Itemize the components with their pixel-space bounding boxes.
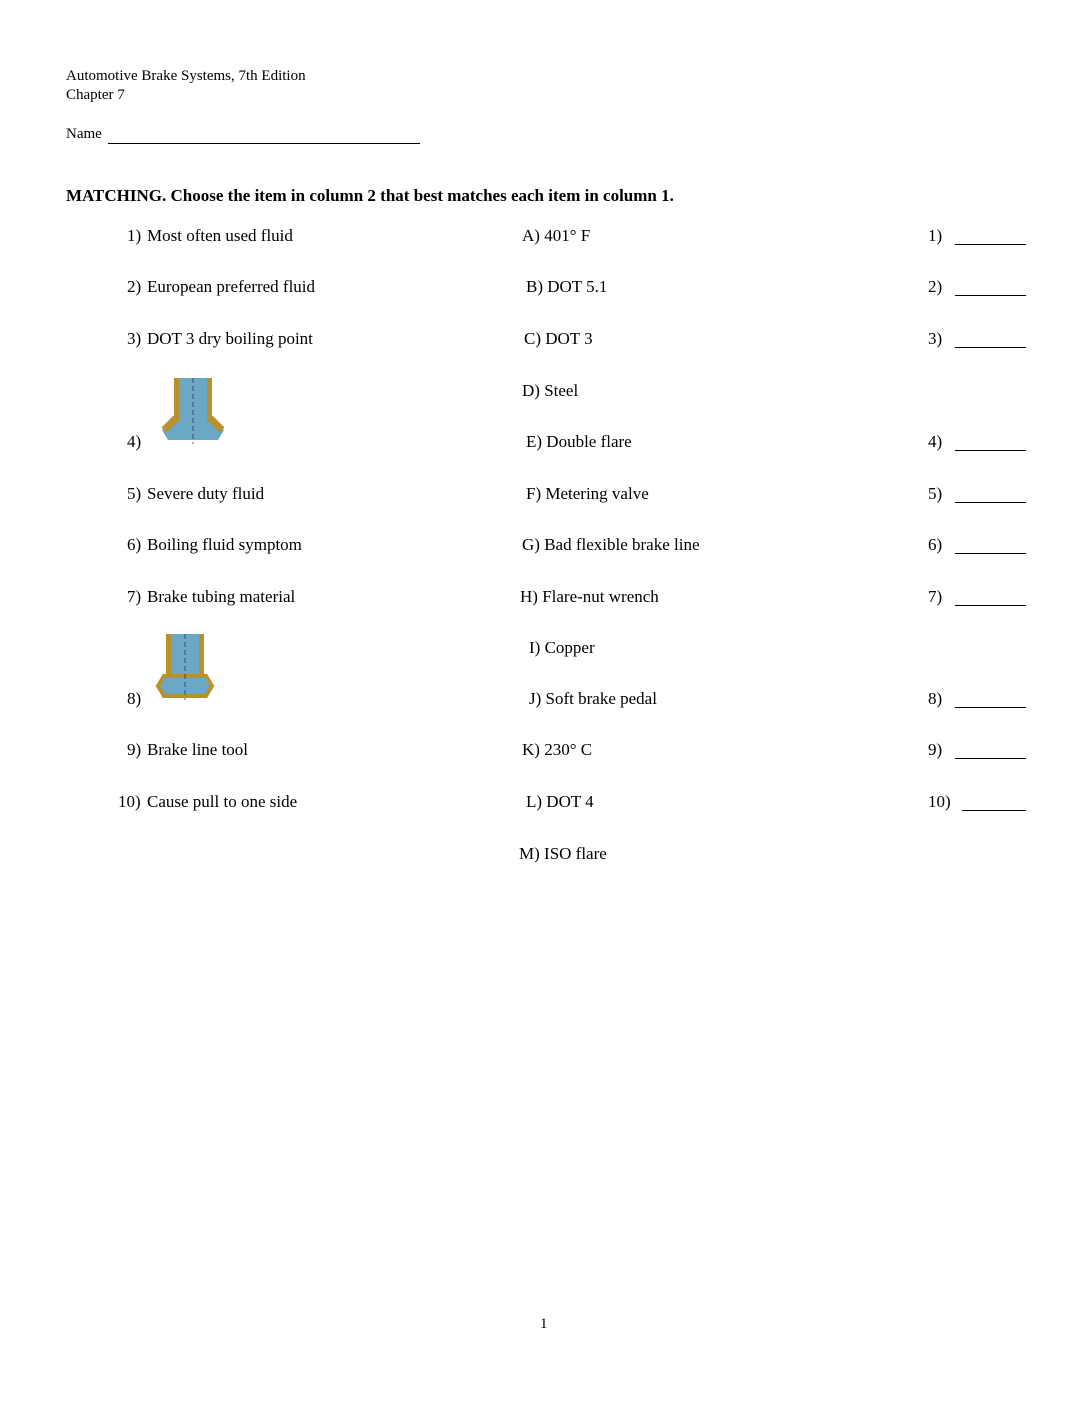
item-number: 9) [127, 740, 142, 759]
book-title: Automotive Brake Systems, 7th Edition [66, 68, 306, 84]
answer-blank[interactable] [962, 810, 1026, 811]
answer-blank[interactable] [955, 347, 1026, 348]
page-number: 1 [540, 1316, 548, 1332]
answer-number: 2) [928, 277, 943, 296]
item-number: 1) [127, 226, 142, 245]
answer-number: 4) [928, 432, 943, 451]
item-text: European preferred fluid [147, 277, 316, 296]
answer-number: 10) [928, 792, 951, 811]
item-number: 10) [118, 792, 141, 811]
item-text: Boiling fluid symptom [147, 535, 302, 554]
item-number: 8) [127, 689, 142, 708]
answer-number: 5) [928, 484, 943, 503]
item-number: 7) [127, 587, 142, 606]
item-number: 2) [127, 277, 142, 296]
instructions: MATCHING. Choose the item in column 2 that best matches each item in column 1. [66, 186, 674, 205]
item-number: 5) [127, 484, 142, 503]
choice-item: I) Copper [529, 638, 595, 657]
choice-item: K) 230° C [522, 740, 593, 759]
double-flare-icon [158, 378, 228, 449]
item-text: Brake line tool [147, 740, 249, 759]
iso-flare-icon [150, 634, 220, 705]
item-text: Brake tubing material [147, 587, 296, 606]
name-field[interactable] [108, 143, 420, 144]
choice-item: C) DOT 3 [524, 329, 593, 348]
answer-blank[interactable] [955, 707, 1026, 708]
answer-number: 6) [928, 535, 943, 554]
answer-number: 3) [928, 329, 943, 348]
item-text: Cause pull to one side [147, 792, 298, 811]
item-text: DOT 3 dry boiling point [147, 329, 313, 348]
choice-item: M) ISO flare [519, 844, 607, 863]
choice-item: A) 401° F [522, 226, 591, 245]
answer-blank[interactable] [955, 605, 1026, 606]
item-number: 4) [127, 432, 142, 451]
answer-number: 8) [928, 689, 943, 708]
item-number: 3) [127, 329, 142, 348]
choice-item: L) DOT 4 [526, 792, 594, 811]
answer-blank[interactable] [955, 502, 1026, 503]
choice-item: F) Metering valve [526, 484, 649, 503]
item-text: Most often used fluid [147, 226, 293, 245]
item-text: Severe duty fluid [147, 484, 265, 503]
name-label: Name [66, 126, 102, 142]
choice-item: E) Double flare [526, 432, 632, 451]
choice-item: H) Flare-nut wrench [520, 587, 659, 606]
answer-number: 9) [928, 740, 943, 759]
answer-blank[interactable] [955, 553, 1026, 554]
choice-item: B) DOT 5.1 [526, 277, 608, 296]
choice-item: J) Soft brake pedal [529, 689, 657, 708]
answer-blank[interactable] [955, 450, 1026, 451]
answer-blank[interactable] [955, 758, 1026, 759]
answer-number: 7) [928, 587, 943, 606]
chapter-label: Chapter 7 [66, 87, 125, 103]
item-number: 6) [127, 535, 142, 554]
answer-blank[interactable] [955, 244, 1026, 245]
choice-item: G) Bad flexible brake line [522, 535, 700, 554]
answer-number: 1) [928, 226, 943, 245]
choice-item: D) Steel [522, 381, 579, 400]
answer-blank[interactable] [955, 295, 1026, 296]
